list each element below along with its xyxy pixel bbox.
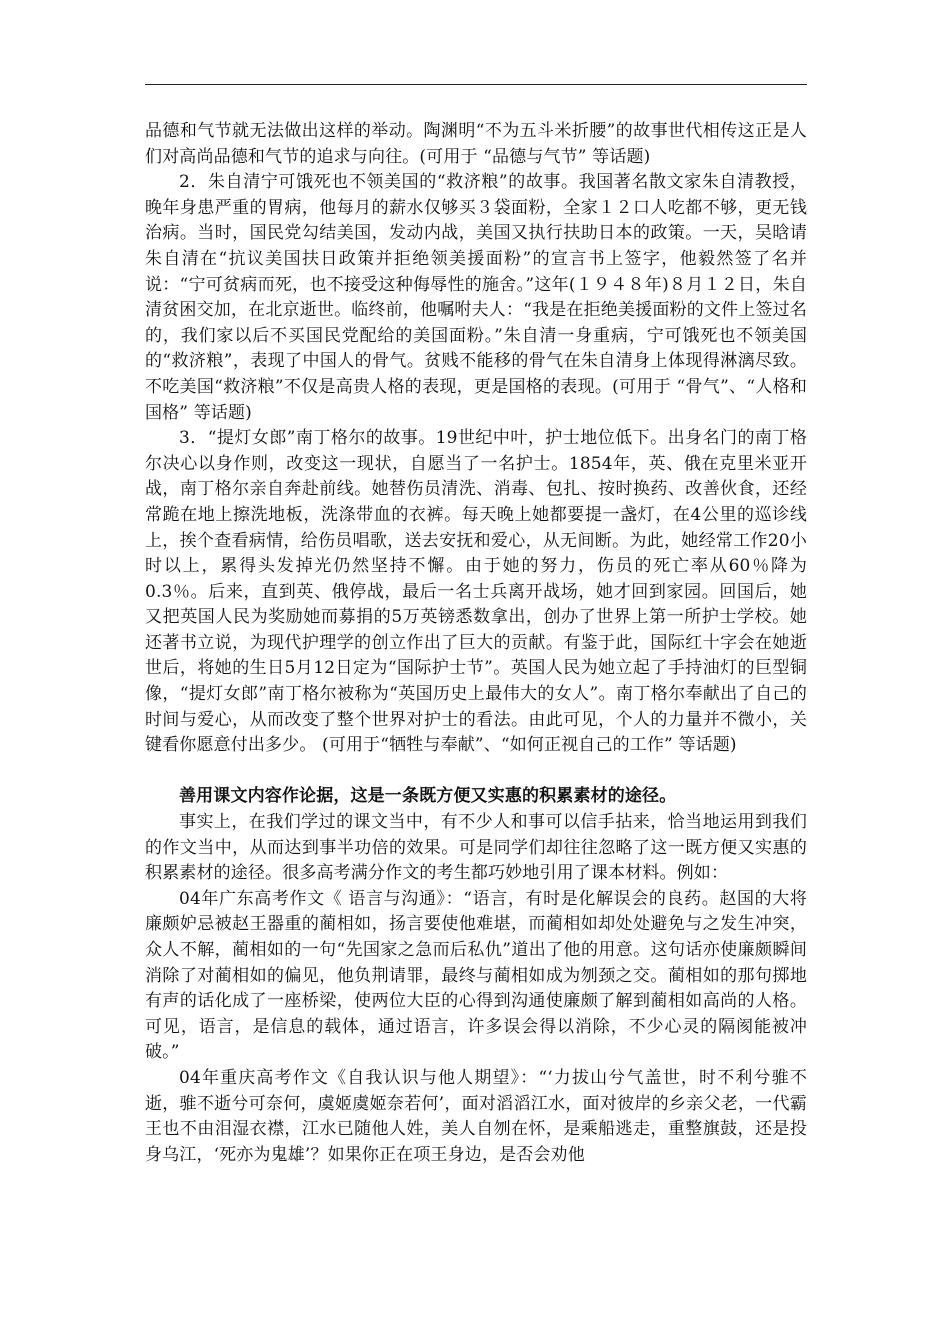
paragraph-nightingale-story: 3．“提灯女郎”南丁格尔的故事。19世纪中叶，护士地位低下。出身名门的南丁格尔决心以身作则，改变这一现状，自愿当了一名护士。1854年，英、俄在克里米亚开战，南丁格尔亲自奔赴前线。她替伤员清洗、消毒、包扎、按时换药、改善伙食，还经常跪在地上擦洗地板，洗涤带血的衣裤。每天晚上她都要提一盏灯，在4公里的巡诊线上，挨个查看病情，给伤员唱歌，送去安抚和爱心，从无间断。为此，她经常工作20小时以上，累得头发掉光仍然坚持不懈。由于她的努力，伤员的死亡率从60％降为0.3％。后来，直到英、俄停战，最后一名士兵离开战场，她才回到家园。回国后，她又把英国人民为奖励她而募捐的5万英镑悉数拿出，创办了世界上第一所护士学校。她还著书立说，为现代护理学的创立作出了巨大的贡献。有鉴于此，国际红十字会在她逝世后，将她的生日5月12日定为“国际护士节”。英国人民为她立起了手持油灯的巨型铜像，“提灯女郎”南丁格尔被称为“英国历史上最伟大的女人”。南丁格尔奉献出了自己的时间与爱心，从而改变了整个世界对护士的看法。由此可见，个人的力量并不微小，关键看你愿意付出多少。 (可用于“牺牲与奉献”、“如何正视自己的工作” 等话题) (145, 428, 807, 756)
paragraph-chongqing-essay: 04年重庆高考作文《自我认识与他人期望》：“‘力拔山兮气盖世，时不利兮骓不逝，骓不逝兮可奈何，虞姬虞姬奈若何’，面对滔滔江水，面对彼岸的乡亲父老，一代霸王也不由泪湿衣襟，江水已随他人姓，美人自刎在怀，是乘船逃走，重整旗鼓，还是投身乌江，‘死亦为鬼雄’？如果你正在项王身边，是否会劝他 (145, 1067, 807, 1165)
section-heading: 善用课文内容作论据，这是一条既方便又实惠的积累素材的途径。 (179, 786, 677, 807)
paragraph-zhu-ziqing-story: 2．朱自清宁可饿死也不领美国的“救济粮”的故事。我国著名散文家朱自清教授，晚年身患严重的胃病，他每月的薪水仅够买３袋面粉，全家１２口人吃都不够，更无钱治病。当时，国民党勾结美国，发动内战，美国又执行扶助日本的政策。一天，吴晗请朱自清在“抗议美国扶日政策并拒绝领美援面粉”的宣言书上签字，他毅然签了名并说：“宁可贫病而死，也不接受这种侮辱性的施舍。”这年(１９４８年)８月１２日，朱自清贫困交加，在北京逝世。临终前，他嘱咐夫人：“我是在拒绝美援面粉的文件上签过名的，我们家以后不买国民党配给的美国面粉。”朱自清一身重病，宁可饿死也不领美国的“救济粮”，表现了中国人的骨气。贫贱不能移的骨气在朱自清身上体现得淋漓尽致。不吃美国“救济粮”不仅是高贵人格的表现，更是国格的表现。(可用于 “骨气”、“人格和国格” 等话题) (145, 172, 807, 423)
header-rule (145, 84, 807, 85)
document-body (145, 119, 807, 1168)
paragraph-guangdong-essay: 04年广东高考作文《 语言与沟通》：“语言，有时是化解误会的良药。赵国的大将廉颇妒忌被赵王器重的蔺相如，扬言要使他难堪，而蔺相如却处处避免与之发生冲突，众人不解，蔺相如的一句“先国家之急而后私仇”道出了他的用意。这句话亦使廉颇瞬间消除了对蔺相如的偏见，他负荆请罪，最终与蔺相如成为刎颈之交。蔺相如的那句掷地有声的话化成了一座桥梁，使两位大臣的心得到沟通使廉颇了解到蔺相如高尚的人格。可见，语言，是信息的载体，通过语言，许多误会得以消除，不少心灵的隔阂能被冲破。” (145, 888, 807, 1063)
paragraph-intro: 事实上，在我们学过的课文当中，有不少人和事可以信手拈来，恰当地运用到我们的作文当中，从而达到事半功倍的效果。可是同学们却往往忽略了这一既方便又实惠的积累素材的途径。很多高考满分作文的考生都巧妙地引用了课本材料。例如： (145, 812, 807, 884)
paragraph-continuation: 品德和气节就无法做出这样的举动。陶渊明“不为五斗米折腰”的故事世代相传这正是人们对高尚品德和气节的追求与向往。(可用于 “品德与气节” 等话题) (145, 121, 807, 167)
